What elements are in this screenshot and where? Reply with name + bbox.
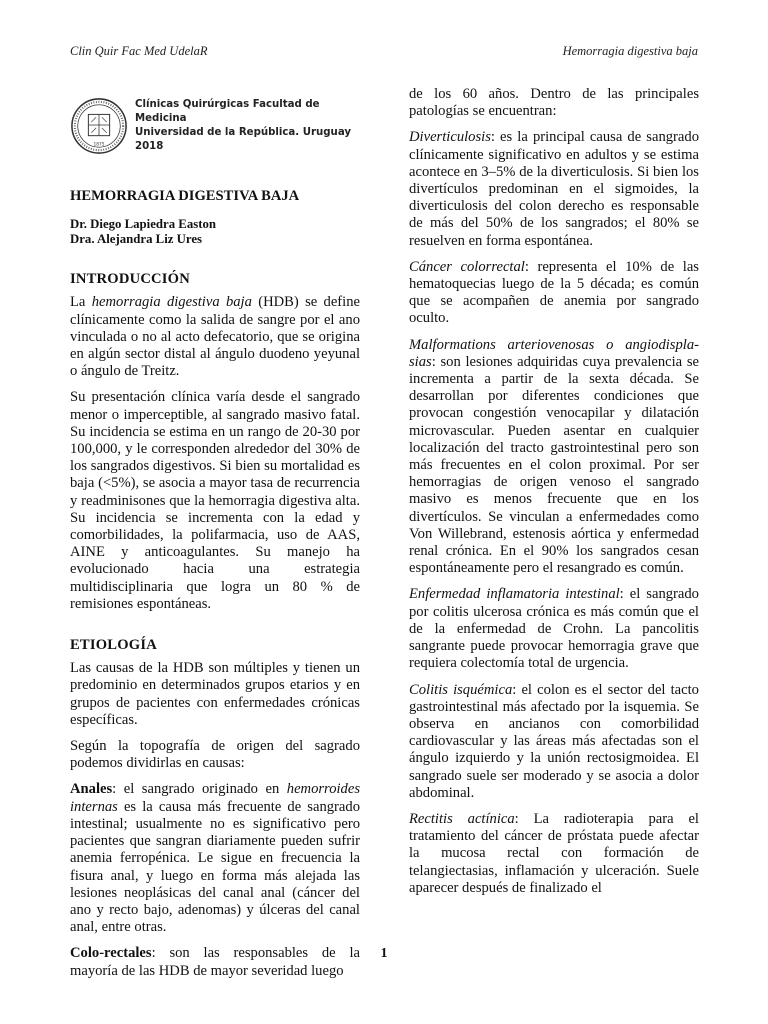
author-1: Dr. Diego Lapiedra Easton xyxy=(70,217,216,232)
author-2: Dra. Alejandra Liz Ures xyxy=(70,232,202,247)
article-short-title: Hemorragia digestiva baja xyxy=(562,44,698,58)
intro-paragraph-2: Su presentación clínica varía desde el sangrado menor o imperceptible, al sangrado masivo fatal. Su incidencia se estima en un rango de 20-30 por 100,000, y le corresponden alrededor del 30% de los sangrados digestivos. Si bien su mortalidad es baja (<5%), se asocia a mayor tasa de recurrencia y readminisones que la hemorragia digestiva alta. Su incidencia se incrementa con la edad y comorbilidades, la polifarmacia, uso de AAS, AINE y anticoagulantes. Su manejo ha evolucionado hacia una estrategia multidisciplinaria que logra un 80 % de remisiones espontáneas. xyxy=(70,389,360,612)
intro-paragraph-1: La hemorragia digestiva baja (HDB) se define clínicamente como la salida de sangre por el ano vinculada o no al acto defecatorio, que se origina en algún sector distal al ángulo duodeno yeyunal o ángulo de Treitz. xyxy=(70,294,360,380)
colitis-isquemica-paragraph: Colitis isquémica: el colon es el sector del tacto gastrointestinal más afectado por la isquemia. Se observa en ancianos con comorbilidad cardiovascular y las áreas más afectadas son el ángulo izquierdo y la unión rectosigmoidea. El sangrado suele ser moderado y se asocia a dolor abdominal. xyxy=(409,681,699,801)
article-title: HEMORRAGIA DIGESTIVA BAJA xyxy=(70,188,300,204)
svg-text:1875: 1875 xyxy=(93,142,105,148)
section-heading-etiologia: ETIOLOGÍA xyxy=(70,637,157,654)
malformations-paragraph: Malformations arteriovenosas o angiodispla-sias: son lesiones adquiridas cuya prevalencia se incrementa a partir de la sexta década. Se desarrollan por diferentes condiciones que provocan congestión venocapilar y dilatación microvascular. Pueden asentar en cualquier localización del tracto gastrointestinal pero son más frecuentes en el colon proximal. Por ser hemorragias de origen venoso el sangrado masivo es menos frecuente que en los divertículos. Se vinculan a enfermedades como Von Willebrand, estenosis aórtica y enfermedad renal crónica. En el 90% los sangrados cesan espontáneamente pero el resangrado es común. xyxy=(409,336,699,577)
etiology-paragraph-2: Según la topografía de origen del sagrado podemos dividirlas en causas: xyxy=(70,738,360,772)
rectitis-actinica-paragraph: Rectitis actínica: La radioterapia para el tratamiento del cáncer de próstata puede afectar la mucosa rectal con formación de telangiectasias, inflamación y ulceración. Suele aparecer después de finalizado el xyxy=(409,810,699,896)
cancer-colorrectal-paragraph: Cáncer colorrectal: representa el 10% de las hematoquecias luego de la 5 década; es común que se acompañen de anemia por sangrado oculto. xyxy=(409,258,699,327)
affiliation-block xyxy=(70,96,360,156)
affiliation-text xyxy=(135,98,360,154)
diverticulosis-paragraph: Diverticulosis: es la principal causa de sangrado clínicamente significativo en adultos y se estima acontece en 3–5% de la diverticulosis. Si bien los divertículos predominan en el sigmoides, la diverticulosis del colon derecho es responsable de más del 50% de los sangrados; el 80% se resuelven en forma espontánea. xyxy=(409,129,699,249)
etiology-anales: Anales: el sangrado originado en hemorroides internas es la causa más frecuente de sangrado intestinal; usualmente no es significativo pero pacientes que sangran diariamente pueden sufrir anemia ferropénica. Le sigue en frecuencia la fisura anal, y luego en forma más alejada las lesiones neoplásicas del canal anal (cáncer del ano y recto bajo, adenomas) y úlceras del canal anal, entre otras. xyxy=(70,781,360,936)
university-seal-icon xyxy=(70,97,128,155)
affiliation-line-1: Clínicas Quirúrgicas Facultad de Medicina xyxy=(135,99,320,124)
left-column xyxy=(70,86,360,989)
section-heading-introduccion: INTRODUCCIÓN xyxy=(70,271,190,288)
right-column xyxy=(409,86,699,906)
etiology-paragraph-1: Las causas de la HDB son múltiples y tienen un predominio en determinados grupos etarios y en grupos de pacientes con enfermedades crónicas específicas. xyxy=(70,660,360,728)
eii-paragraph: Enfermedad inflamatoria intestinal: el sangrado por colitis ulcerosa crónica es más común que el de la enfermedad de Crohn. La pancolitis sangrante puede provocar hemorragia grave que requiera colectomía total de urgencia. xyxy=(409,586,699,672)
journal-name: Clin Quir Fac Med UdelaR xyxy=(70,44,208,58)
page-number: 1 xyxy=(380,946,388,961)
etiology-colorectales: Colo-rectales: son las responsables de la mayoría de las HDB de mayor severidad luego xyxy=(70,945,360,979)
colorectal-continuation: de los 60 años. Dentro de las principales patologías se encuentran: xyxy=(409,86,699,120)
author-list xyxy=(70,217,360,247)
affiliation-line-2: Universidad de la República. Uruguay 2018 xyxy=(135,127,352,152)
